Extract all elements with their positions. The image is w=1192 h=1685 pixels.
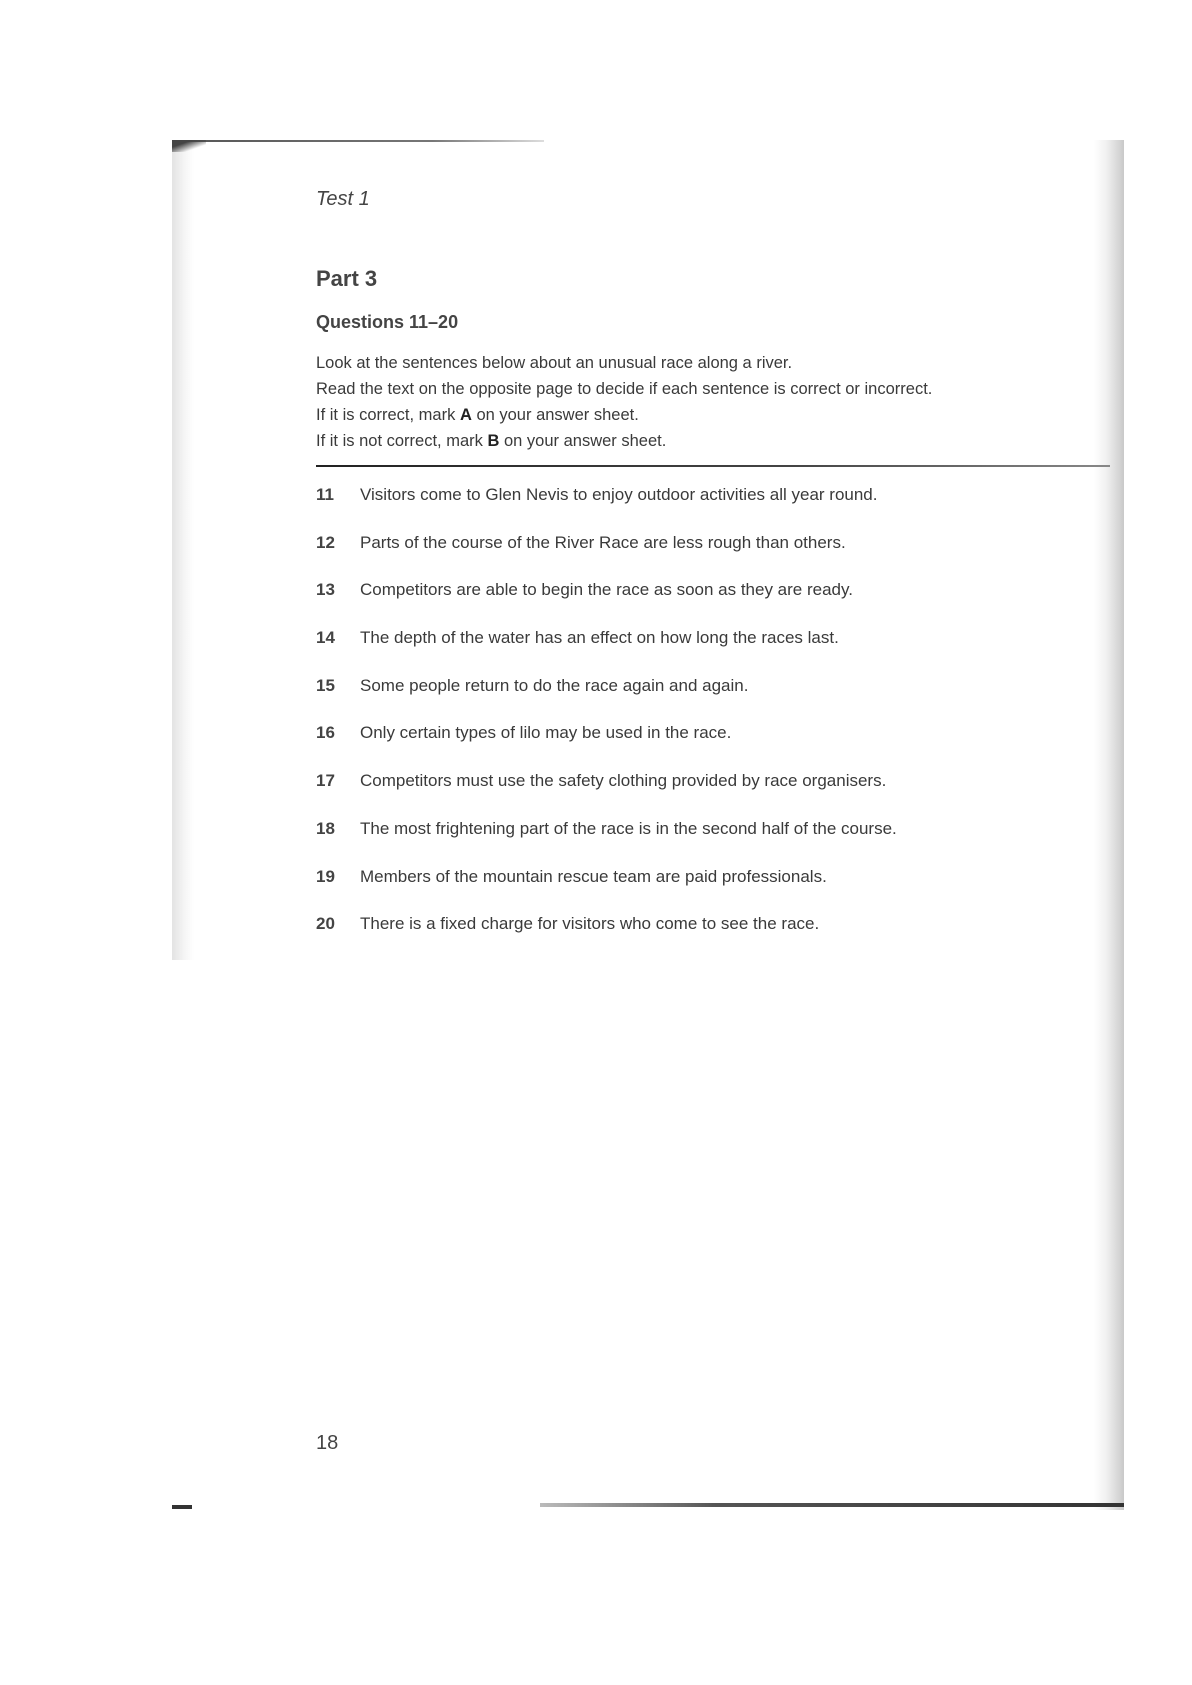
instructions: [316, 350, 932, 454]
question-list: [316, 485, 1096, 962]
question-number: 14: [316, 628, 335, 648]
question-text: Competitors must use the safety clothing provided by race organisers.: [360, 771, 887, 791]
questions-range-heading: Questions 11–20: [316, 312, 459, 332]
question-item: [316, 819, 1096, 867]
question-text: Only certain types of lilo may be used in the race.: [360, 723, 732, 743]
instruction-line: If it is correct, mark A on your answer sheet.: [316, 406, 639, 424]
question-text: Visitors come to Glen Nevis to enjoy outdoor activities all year round.: [360, 485, 878, 504]
question-number: 13: [316, 580, 335, 600]
question-number: 17: [316, 771, 335, 791]
question-number: 12: [316, 532, 335, 552]
page-edge-right: [1094, 140, 1124, 1510]
question-number: 20: [316, 914, 335, 934]
instruction-line: Read the text on the opposite page to decide if each sentence is correct or incorrect.: [316, 380, 933, 398]
instruction-line: Look at the sentences below about an unusual race along a river.: [316, 354, 793, 372]
page-number: 18: [316, 1432, 339, 1454]
question-item: [316, 867, 1096, 915]
question-number: 16: [316, 723, 335, 743]
question-text: The most frightening part of the race is in the second half of the course.: [360, 818, 897, 838]
question-number: 15: [316, 675, 335, 695]
question-number: 19: [316, 866, 335, 886]
answer-mark-a: A: [459, 406, 472, 424]
section-divider: [316, 465, 1110, 467]
part-title: Part 3: [316, 266, 378, 291]
question-item: [316, 723, 1096, 771]
question-text: Parts of the course of the River Race are less rough than others.: [360, 532, 846, 552]
scan-bottom-tick: [172, 1505, 192, 1509]
scan-corner-mark: [172, 140, 206, 152]
question-number: 18: [316, 818, 335, 838]
question-text: The depth of the water has an effect on how long the races last.: [360, 628, 839, 648]
question-item: [316, 533, 1096, 581]
answer-mark-b: B: [487, 432, 500, 450]
question-text: Members of the mountain rescue team are paid professionals.: [360, 866, 827, 886]
page-edge-left: [172, 140, 194, 960]
test-label: Test 1: [316, 188, 370, 210]
scan-top-rule: [172, 140, 544, 142]
question-item: [316, 914, 1096, 962]
question-item: [316, 580, 1096, 628]
question-text: Some people return to do the race again and again.: [360, 675, 749, 695]
question-text: There is a fixed charge for visitors who come to see the race.: [360, 914, 820, 934]
question-item: [316, 485, 1096, 533]
question-number: 11: [316, 485, 334, 504]
question-item: [316, 628, 1096, 676]
instruction-line: If it is not correct, mark B on your answer sheet.: [316, 432, 667, 450]
question-item: [316, 771, 1096, 819]
question-text: Competitors are able to begin the race as soon as they are ready.: [360, 580, 853, 600]
scan-bottom-rule: [540, 1503, 1124, 1507]
question-item: [316, 676, 1096, 724]
